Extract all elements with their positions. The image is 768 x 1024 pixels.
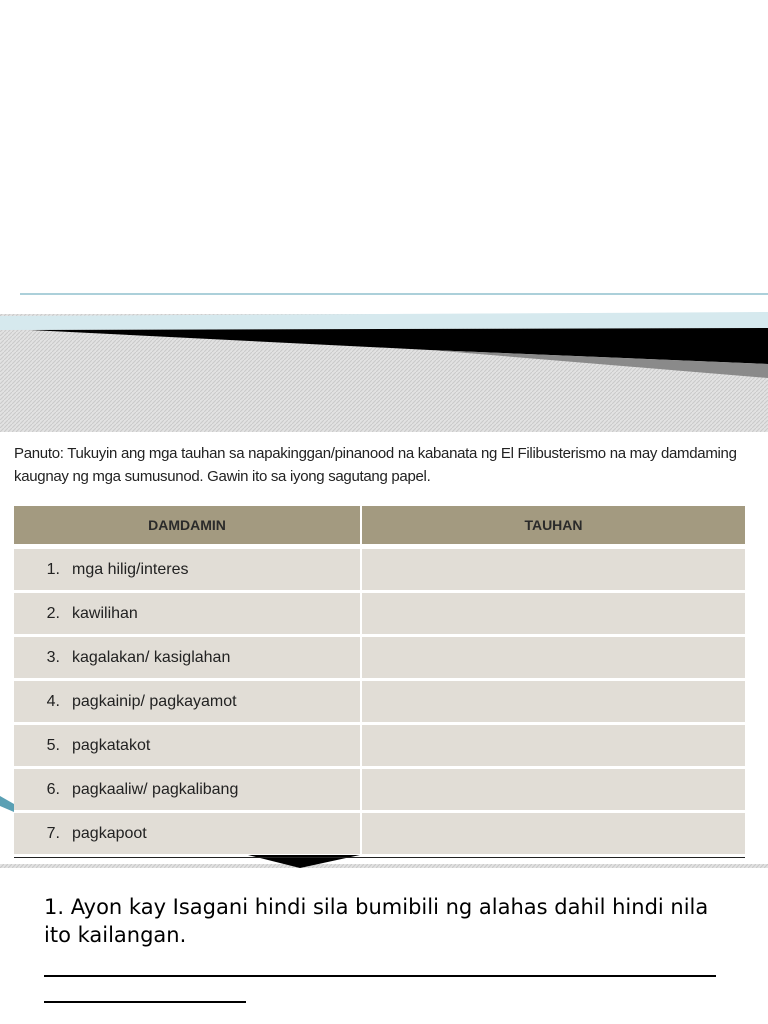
damdamin-cell bbox=[14, 681, 360, 722]
row-number: 2. bbox=[46, 604, 60, 622]
row-number: 3. bbox=[46, 648, 60, 666]
damdamin-cell bbox=[14, 549, 360, 590]
damdamin-label: pagkainip/ pagkayamot bbox=[72, 692, 237, 710]
damdamin-cell bbox=[14, 593, 360, 634]
damdamin-label: pagkaaliw/ pagkalibang bbox=[72, 780, 239, 798]
table-row bbox=[14, 549, 745, 590]
row-number: 1. bbox=[46, 560, 60, 578]
damdamin-label: mga hilig/interes bbox=[72, 560, 189, 578]
tauhan-cell bbox=[362, 593, 745, 634]
answer-line-continuation[interactable] bbox=[44, 1001, 246, 1003]
tauhan-cell bbox=[362, 813, 745, 854]
row-number: 4. bbox=[46, 692, 60, 710]
tauhan-cell bbox=[362, 725, 745, 766]
tauhan-cell bbox=[362, 681, 745, 722]
table-row bbox=[14, 725, 745, 766]
answer-line[interactable] bbox=[44, 975, 716, 977]
damdamin-cell bbox=[14, 725, 360, 766]
tauhan-cell bbox=[362, 637, 745, 678]
damdamin-cell bbox=[14, 637, 360, 678]
instructions-text: Panuto: Tukuyin ang mga tauhan sa napakinggan/pinanood na kabanata ng El Filibusterismo na may damdaming kaugnay ng mga sumusunod. Gawin ito sa iyong sagutang papel. bbox=[14, 445, 737, 485]
damdamin-label: pagkatakot bbox=[72, 736, 151, 754]
damdamin-cell bbox=[14, 813, 360, 854]
tauhan-cell bbox=[362, 769, 745, 810]
header-tauhan: TAUHAN bbox=[362, 506, 745, 544]
table-row bbox=[14, 593, 745, 634]
question-text: 1. Ayon kay Isagani hindi sila bumibili ng alahas dahil hindi nila ito kailangan. bbox=[44, 895, 709, 947]
table-header-row bbox=[14, 506, 745, 544]
damdamin-cell bbox=[14, 769, 360, 810]
table-row bbox=[14, 681, 745, 722]
row-number: 6. bbox=[46, 780, 60, 798]
tauhan-cell bbox=[362, 549, 745, 590]
table-row bbox=[14, 813, 745, 854]
row-number: 5. bbox=[46, 736, 60, 754]
damdamin-table bbox=[14, 506, 745, 858]
table-row bbox=[14, 637, 745, 678]
table-row bbox=[14, 769, 745, 810]
damdamin-label: kawilihan bbox=[72, 604, 138, 622]
damdamin-label: pagkapoot bbox=[72, 824, 147, 842]
row-number: 7. bbox=[46, 824, 60, 842]
damdamin-label: kagalakan/ kasiglahan bbox=[72, 648, 231, 666]
header-damdamin: DAMDAMIN bbox=[14, 506, 360, 544]
